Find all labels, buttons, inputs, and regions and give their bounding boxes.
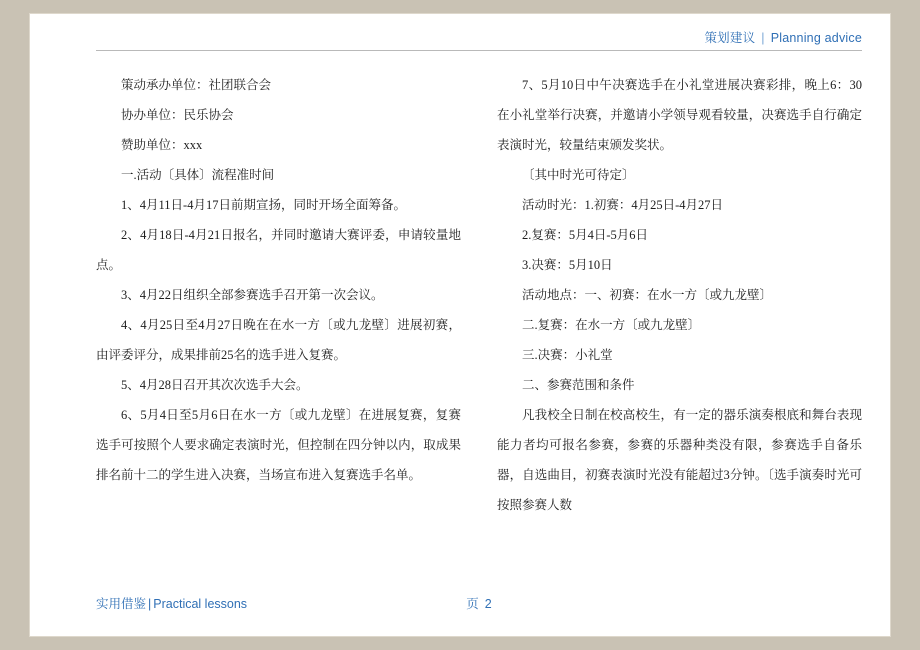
paragraph: 2.复赛：5月4日-5月6日: [522, 228, 649, 242]
paragraph: 5、4月28日召开其次次选手大会。: [121, 378, 309, 392]
page-number: 2: [484, 597, 492, 611]
body-columns: [96, 70, 862, 570]
paragraph: 2、4月18日-4月21日报名，并同时邀请大赛评委，申请较量地点。: [96, 228, 461, 272]
header-separator: |: [761, 31, 765, 45]
paragraph: 3、4月22日组织全部参赛选手召开第一次会议。: [121, 288, 384, 302]
paragraph: 赞助单位：xxx: [121, 138, 203, 152]
paragraph: 协办单位：民乐协会: [121, 108, 234, 122]
right-column: [497, 70, 862, 570]
paragraph: 二.复赛：在水一方〔或九龙壁〕: [522, 318, 701, 332]
footer-title-cn: 实用借鉴: [96, 597, 147, 611]
paragraph: 3.决赛：5月10日: [522, 258, 613, 272]
footer-page-indicator: [96, 594, 862, 612]
left-column: [96, 70, 461, 570]
page-footer: [96, 594, 862, 612]
footer-title-en: Practical lessons: [153, 597, 248, 611]
footer-separator: |: [148, 597, 152, 611]
paragraph: 〔其中时光可待定〕: [522, 168, 635, 182]
paragraph: 策动承办单位：社团联合会: [121, 78, 272, 92]
paragraph: 4、4月25日至4月27日晚在在水一方〔或九龙壁〕进展初赛，由评委评分，成果排前25名的选手进入复赛。: [96, 318, 461, 362]
paragraph: 6、5月4日至5月6日在水一方〔或九龙壁〕在进展复赛，复赛选手可按照个人要求确定表演时光，但控制在四分钟以内，取成果排名前十二的学生进入决赛，当场宣布进入复赛选手名单。: [96, 408, 461, 482]
paragraph: 1、4月11日-4月17日前期宣扬，同时开场全面筹备。: [121, 198, 406, 212]
paragraph: 二、参赛范围和条件: [522, 378, 635, 392]
paragraph: 活动时光：1.初赛：4月25日-4月27日: [522, 198, 724, 212]
paragraph: 7、5月10日中午决赛选手在小礼堂进展决赛彩排，晚上6：30在小礼堂举行决赛，并邀请小学领导观看较量，决赛选手自行确定表演时光，较量结束颁发奖状。: [497, 78, 862, 152]
page-label: 页: [466, 597, 479, 611]
paragraph: 三.决赛：小礼堂: [522, 348, 613, 362]
document-page: [30, 14, 890, 636]
paragraph: 一.活动〔具体〕流程准时间: [121, 168, 275, 182]
page-header: [30, 28, 862, 46]
page-content: [30, 14, 890, 636]
header-title-cn: 策划建议: [704, 31, 756, 45]
header-divider: [96, 50, 862, 51]
paragraph: 凡我校全日制在校高校生，有一定的器乐演奏根底和舞台表现能力者均可报名参赛，参赛的乐器种类没有限，参赛选手自备乐器，自选曲目，初赛表演时光没有能超过3分钟。〔选手演奏时光可按照参赛人数: [497, 408, 862, 512]
header-title-en: Planning advice: [770, 31, 862, 45]
paragraph: 活动地点：一、初赛：在水一方〔或九龙壁〕: [522, 288, 773, 302]
